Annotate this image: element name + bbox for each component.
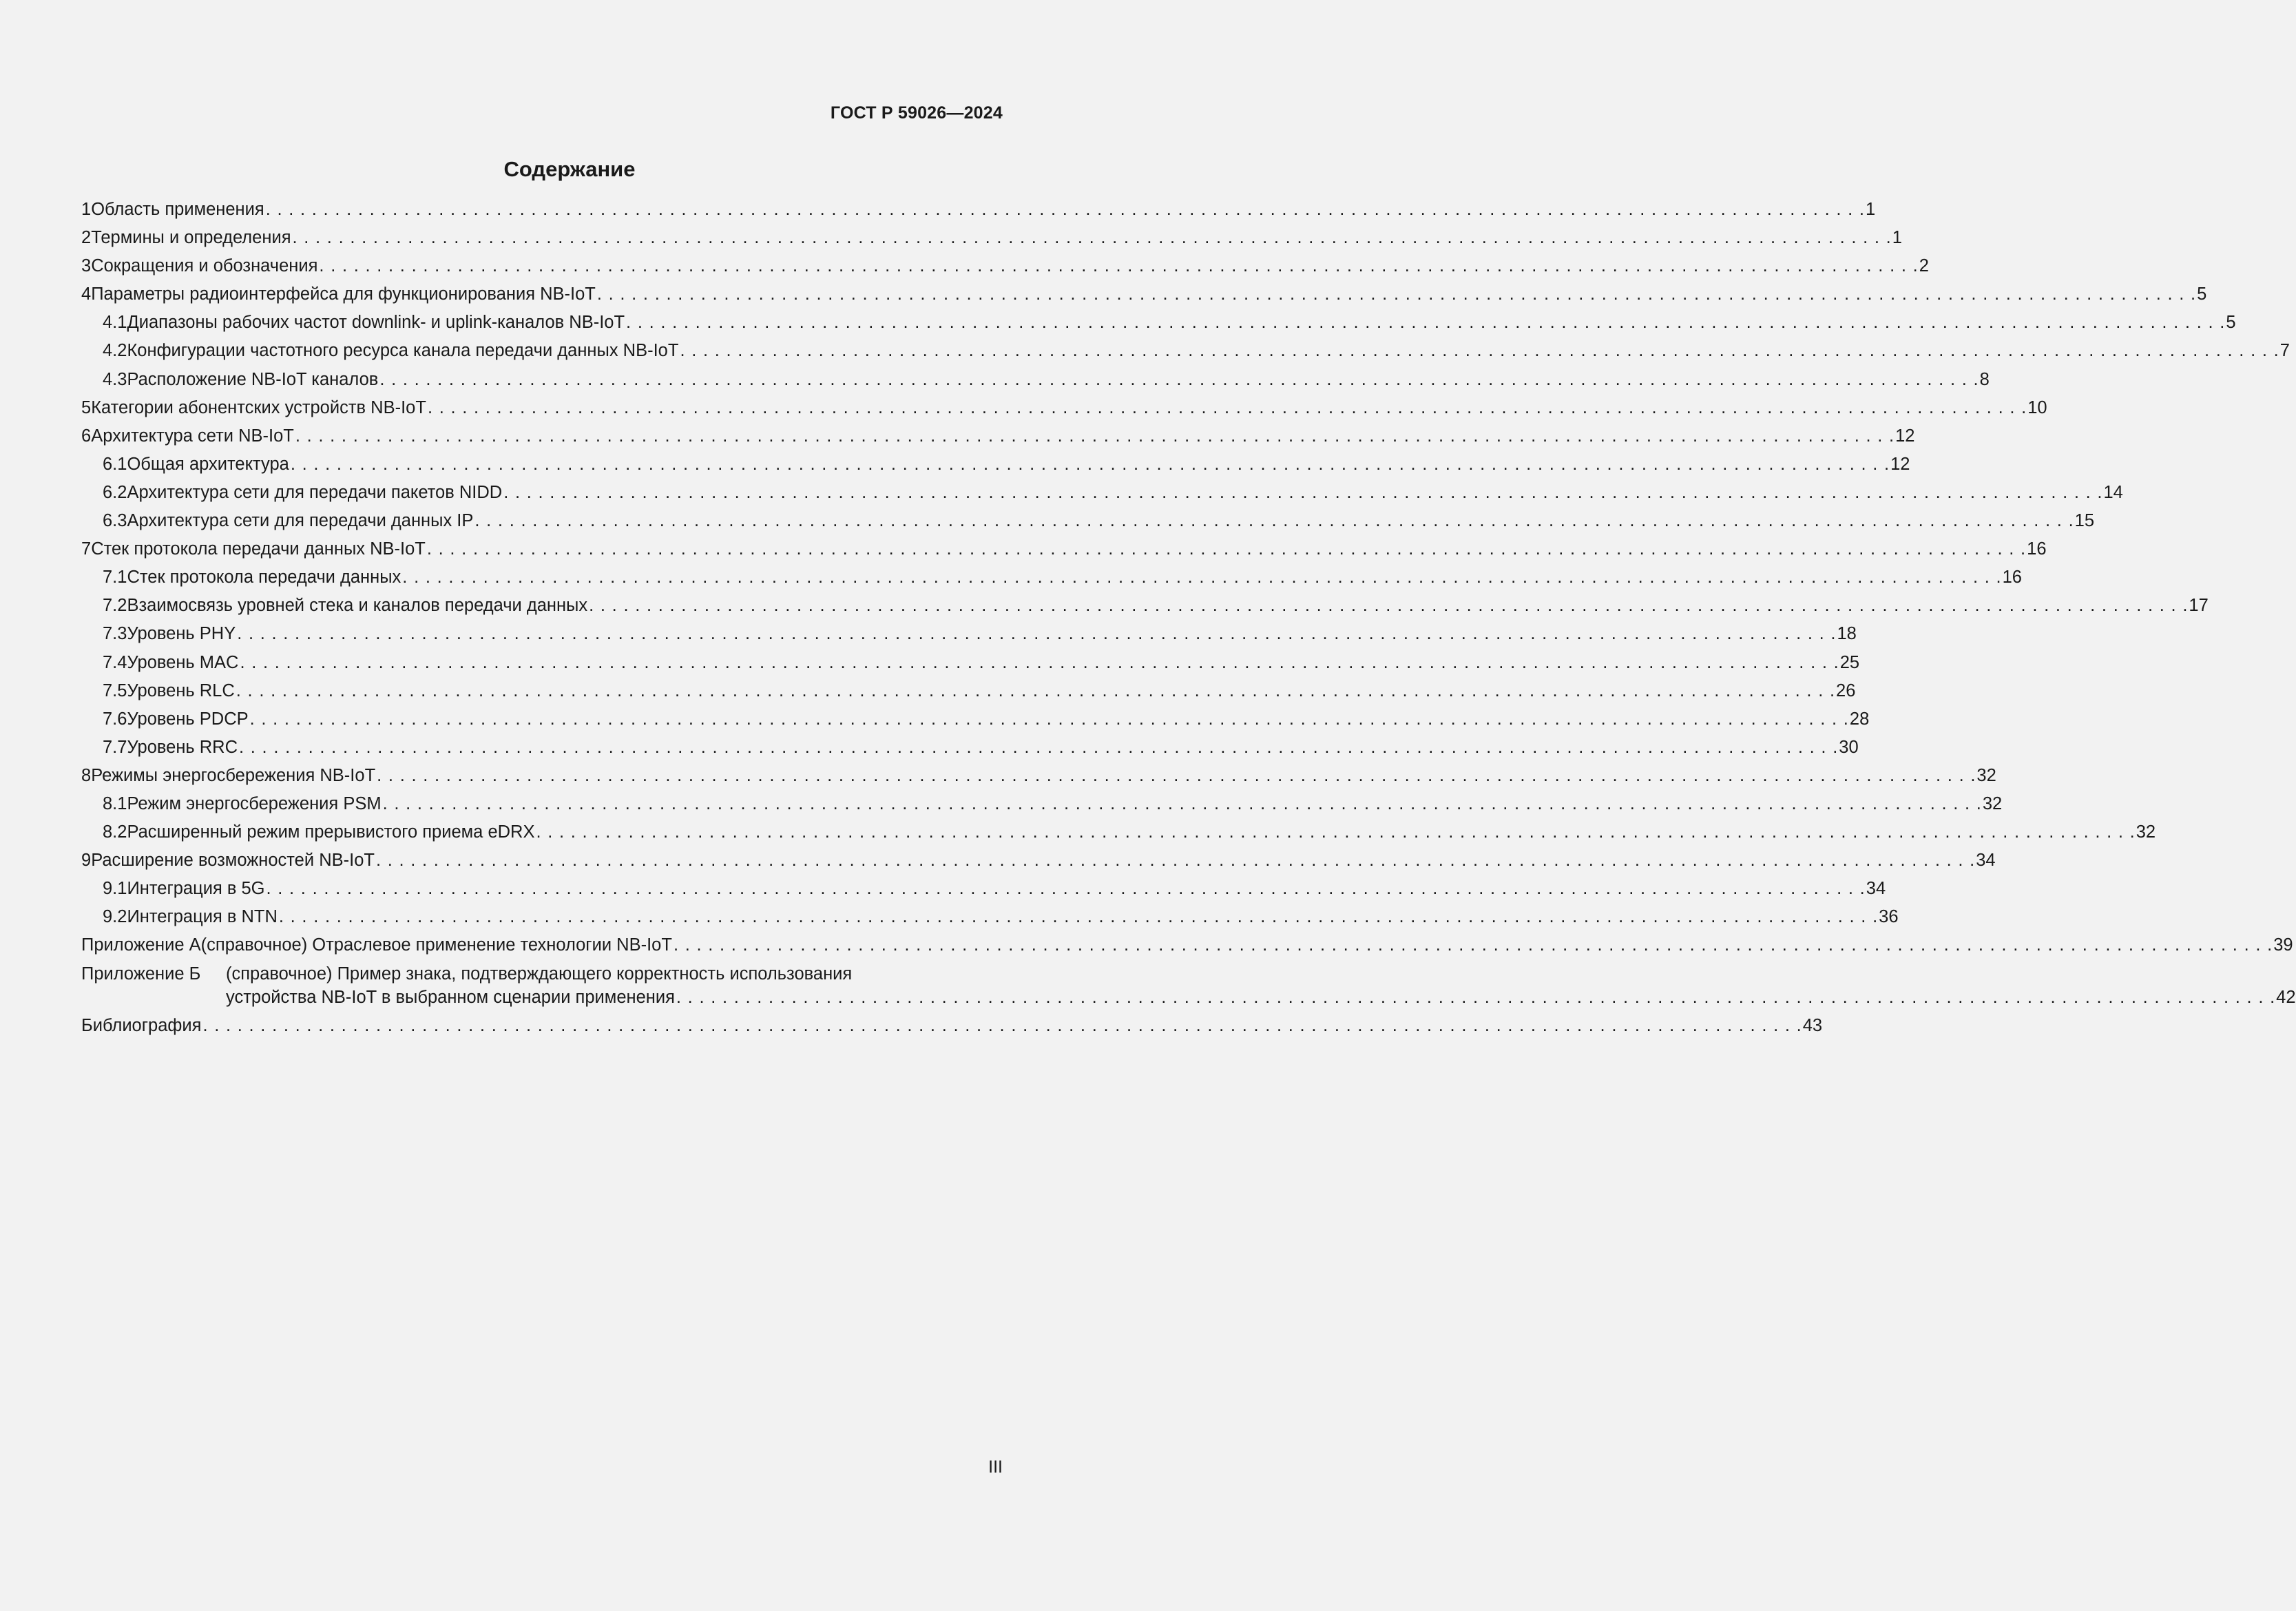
page-ref: 16	[2002, 568, 2022, 588]
section-number: 8	[81, 765, 92, 785]
page-ref: 34	[1976, 851, 1996, 871]
toc-entry[interactable]	[81, 482, 2123, 511]
section-title: Расширение возможностей NB-IoT	[91, 851, 375, 871]
page-ref: 14	[2103, 482, 2123, 502]
section-title: Архитектура сети для передачи пакетов NIDD	[127, 482, 503, 502]
toc-entry[interactable]	[81, 341, 2290, 369]
section-title: Параметры радиоинтерфейса для функционирования NB-IoT	[91, 284, 596, 304]
toc-entry[interactable]	[81, 709, 1870, 738]
page-ref: 30	[1839, 737, 1859, 757]
toc-entry[interactable]	[81, 793, 2003, 822]
page-ref: 1	[1865, 200, 1876, 219]
toc-entry[interactable]	[81, 851, 1996, 879]
section-number: 4	[81, 284, 92, 304]
section-number: 7.4	[103, 652, 127, 672]
appendix-label: Приложение Б	[81, 964, 201, 984]
page-ref: 28	[1849, 709, 1870, 729]
section-number: 6	[81, 426, 92, 446]
section-title: Общая архитектура	[127, 454, 289, 474]
toc-entry[interactable]	[81, 737, 1859, 766]
section-title: Уровень RLC	[127, 680, 235, 700]
toc-entry[interactable]	[81, 228, 1902, 256]
dot-leader	[377, 766, 1975, 786]
toc-entry[interactable]	[81, 652, 1860, 681]
toc-entry[interactable]	[81, 426, 1915, 455]
page-ref: 12	[1895, 426, 1915, 446]
section-title: Интеграция в 5G	[127, 879, 265, 899]
page-title: Содержание	[503, 157, 636, 181]
section-number: 3	[81, 256, 92, 276]
section-title: Конфигурации частотного ресурса канала передачи данных NB-IoT	[127, 341, 679, 361]
section-number: 7	[81, 539, 92, 559]
dot-leader	[589, 596, 2187, 616]
section-number: 9.1	[103, 879, 127, 899]
section-number: 2	[81, 228, 92, 248]
section-title: Расширенный режим прерывистого приема eDRX	[127, 822, 535, 842]
toc-entry[interactable]	[81, 511, 2095, 539]
page-ref: 42	[2276, 987, 2296, 1007]
section-title: Взаимосвязь уровней стека и каналов передачи данных	[127, 596, 588, 616]
dot-leader	[239, 738, 1837, 758]
dot-leader	[319, 256, 1917, 276]
page-ref: 1	[1892, 228, 1902, 248]
dot-leader	[626, 313, 2224, 333]
toc-appendix-a[interactable]	[81, 935, 2293, 964]
toc-entry[interactable]	[81, 568, 2022, 596]
dot-leader	[402, 568, 2001, 588]
dot-leader	[237, 624, 1835, 644]
dot-leader	[379, 370, 1978, 390]
section-title: Сокращения и обозначения	[91, 256, 318, 276]
dot-leader	[250, 709, 1848, 729]
page-ref: 26	[1836, 680, 1856, 700]
section-title: Термины и определения	[91, 228, 291, 248]
page-ref: 36	[1879, 907, 1899, 927]
section-number: 7.6	[103, 709, 127, 729]
section-number: 4.3	[103, 369, 127, 389]
toc-entry[interactable]	[81, 200, 1876, 228]
dot-leader	[291, 455, 1889, 475]
page-ref: 15	[2074, 511, 2095, 531]
appendix-title-line1: (справочное) Пример знака, подтверждающего корректность использования	[226, 964, 853, 984]
page-ref: 16	[2027, 539, 2047, 559]
dot-leader	[536, 822, 2134, 842]
section-title: Категории абонентских устройств NB-IoT	[91, 397, 426, 417]
section-title: Уровень RRC	[127, 737, 238, 757]
toc-entry[interactable]	[81, 596, 2209, 624]
dot-leader	[428, 398, 2026, 418]
dot-leader	[293, 228, 1891, 248]
section-number: 4.2	[103, 341, 127, 361]
standard-code: ГОСТ Р 59026—2024	[830, 103, 1003, 123]
appendix-title-line2: устройства NB-IoT в выбранном сценарии применения	[226, 987, 675, 1007]
section-number: 9	[81, 851, 92, 871]
dot-leader	[236, 681, 1835, 701]
page-ref: 32	[1976, 765, 1996, 785]
toc-entry[interactable]	[81, 624, 1857, 652]
section-title: Интеграция в NTN	[127, 907, 278, 927]
toc-entry[interactable]	[81, 907, 1899, 935]
dot-leader	[597, 284, 2195, 304]
section-number: 5	[81, 397, 92, 417]
dot-leader	[267, 879, 1865, 899]
section-number: 8.1	[103, 793, 127, 813]
dot-leader	[503, 483, 2102, 503]
section-title: Стек протокола передачи данных NB-IoT	[91, 539, 426, 559]
section-title: Уровень PHY	[127, 624, 236, 644]
toc-entry[interactable]	[81, 313, 2236, 341]
appendix-title: (справочное) Отраслевое применение технологии NB-IoT	[200, 935, 672, 955]
toc-entry[interactable]	[81, 397, 2047, 426]
toc-entry[interactable]	[81, 539, 2047, 568]
page-ref: 34	[1866, 879, 1886, 899]
page-ref: 8	[1979, 369, 1990, 389]
page-ref: 7	[2279, 341, 2290, 361]
appendix-label: Приложение А	[81, 935, 201, 955]
dot-leader	[383, 794, 1981, 814]
table-of-contents	[81, 200, 2296, 1044]
section-title: Архитектура сети NB-IoT	[91, 426, 294, 446]
page-ref: 39	[2273, 935, 2293, 955]
section-title: Режим энергосбережения PSM	[127, 793, 382, 813]
dot-leader	[240, 653, 1838, 673]
page-ref: 5	[2226, 313, 2236, 333]
toc-entry[interactable]	[81, 369, 1990, 398]
dot-leader	[266, 200, 1864, 220]
section-number: 7.1	[103, 568, 127, 588]
dot-leader	[680, 341, 2278, 361]
toc-appendix-b[interactable]	[81, 964, 2296, 1016]
section-number: 7.2	[103, 596, 127, 616]
page-ref: 17	[2189, 596, 2209, 616]
page-ref: 5	[2197, 284, 2207, 304]
section-number: 6.3	[103, 511, 127, 531]
section-number: 6.1	[103, 454, 127, 474]
toc-entry[interactable]	[81, 284, 2207, 313]
toc-entry[interactable]	[81, 765, 1996, 794]
dot-leader	[427, 539, 2025, 559]
page-ref: 12	[1890, 454, 1910, 474]
section-number: 7.7	[103, 737, 127, 757]
toc-entry[interactable]	[81, 454, 1910, 483]
toc-entry[interactable]	[81, 822, 2156, 851]
dot-leader	[676, 988, 2275, 1008]
page-ref: 10	[2027, 397, 2047, 417]
page-ref: 32	[1982, 793, 2003, 813]
section-number: 6.2	[103, 482, 127, 502]
section-number: 8.2	[103, 822, 127, 842]
section-title: Стек протокола передачи данных	[127, 568, 401, 588]
section-number: 9.2	[103, 907, 127, 927]
page-ref: 43	[1802, 1015, 1823, 1035]
section-number: 7.3	[103, 624, 127, 644]
section-number: 4.1	[103, 313, 127, 333]
dot-leader	[279, 907, 1877, 927]
toc-bibliography[interactable]	[81, 1015, 1823, 1044]
toc-entry[interactable]	[81, 879, 1886, 907]
section-number: 7.5	[103, 680, 127, 700]
dot-leader	[376, 851, 1974, 871]
section-title: Уровень PDCP	[127, 709, 249, 729]
section-title: Архитектура сети для передачи данных IP	[127, 511, 474, 531]
toc-entry[interactable]	[81, 680, 1856, 709]
section-title: Диапазоны рабочих частот downlink- и uplink-каналов NB-IoT	[127, 313, 625, 333]
dot-leader	[295, 426, 1894, 446]
section-title: Уровень MAC	[127, 652, 239, 672]
bibliography-title: Библиография	[81, 1015, 202, 1035]
page-ref: 32	[2136, 822, 2156, 842]
section-title: Расположение NB-IoT каналов	[127, 369, 379, 389]
dot-leader	[202, 1016, 1801, 1036]
page-ref: 2	[1919, 256, 1929, 276]
section-title: Область применения	[91, 200, 264, 219]
section-number: 1	[81, 200, 92, 219]
toc-entry[interactable]	[81, 256, 1929, 284]
dot-leader	[674, 935, 2272, 955]
page-ref: 25	[1839, 652, 1860, 672]
section-title: Режимы энергосбережения NB-IoT	[91, 765, 376, 785]
dot-leader	[474, 511, 2073, 531]
page-number: III	[988, 1457, 1003, 1477]
page-ref: 18	[1837, 624, 1857, 644]
